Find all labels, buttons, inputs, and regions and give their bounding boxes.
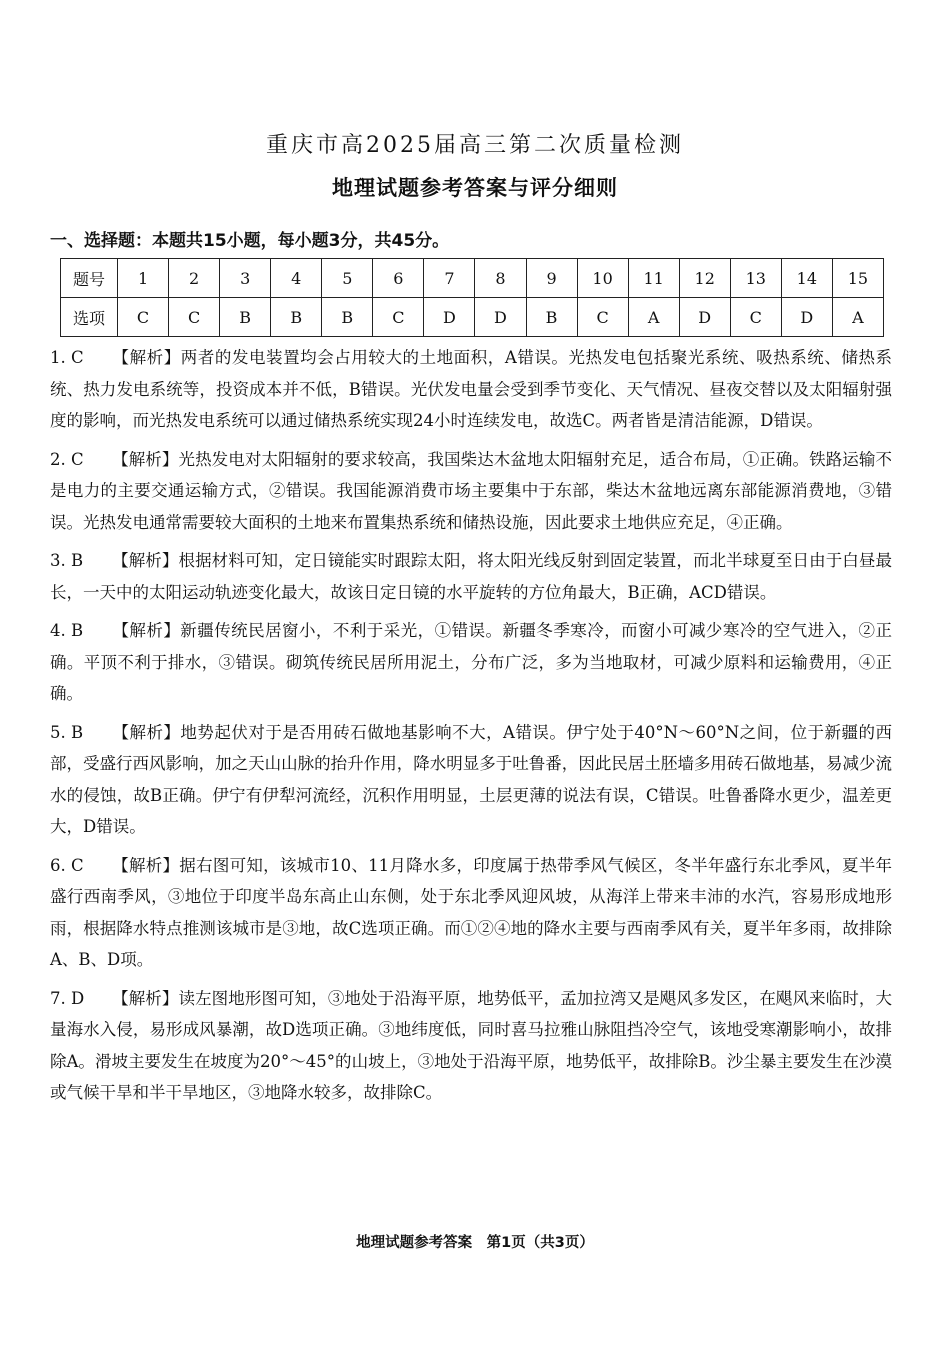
- explanation-text: 【解析】新疆传统民居窗小，不利于采光，①错误。新疆冬季寒冷，而窗小可减少寒冷的空气进入，②正确。平顶不利于排水，③错误。砌筑传统民居所用泥土，分布广泛，多为当地取材，可减少原料和运输费用，④正确。: [50, 621, 892, 703]
- question-number-cell: 14: [781, 259, 832, 298]
- answer-cell: A: [628, 298, 679, 337]
- answer-cell: B: [526, 298, 577, 337]
- explanation-number: 4. B: [50, 621, 84, 640]
- explanation-number: 6. C: [50, 855, 84, 875]
- question-number-cell: 5: [322, 259, 373, 298]
- explanation-item: [50, 850, 892, 976]
- question-number-cell: 2: [169, 259, 220, 298]
- row-label-numbers: 题号: [61, 259, 118, 298]
- question-number-cell: 4: [271, 259, 322, 298]
- answer-cell: C: [169, 298, 220, 337]
- page-footer: 地理试题参考答案 第1页（共3页）: [356, 1235, 594, 1251]
- question-number-cell: 11: [628, 259, 679, 298]
- question-number-cell: 6: [373, 259, 424, 298]
- answer-table: [60, 258, 884, 337]
- explanation-item: [50, 545, 892, 608]
- question-number-cell: 3: [220, 259, 271, 298]
- answer-cell: A: [832, 298, 883, 337]
- document-title: 重庆市高2025届高三第二次质量检测: [266, 133, 684, 158]
- question-number-cell: 12: [679, 259, 730, 298]
- explanation-item: [50, 342, 892, 437]
- answer-cell: D: [475, 298, 526, 337]
- answer-cell: C: [118, 298, 169, 337]
- explanation-number: 3. B: [50, 551, 84, 570]
- answer-table-option-row: [61, 298, 884, 337]
- explanation-text: 【解析】读左图地形图可知，③地处于沿海平原，地势低平，孟加拉湾又是飓风多发区，在飓风来临时，大量海水入侵，易形成风暴潮，故D选项正确。③地纬度低，同时喜马拉雅山脉阻挡冷空气，该地受寒潮影响小，故排除A。滑坡主要发生在坡度为20°～45°的山坡上，③地处于沿海平原，地势低平，故排除B。沙尘暴主要发生在沙漠或气候干旱和半干旱地区，③地降水较多，故排除C。: [50, 988, 892, 1102]
- explanation-text: 【解析】光热发电对太阳辐射的要求较高，我国柴达木盆地太阳辐射充足，适合布局，①正确。铁路运输不是电力的主要交通运输方式，②错误。我国能源消费市场主要集中于东部，柴达木盆地远离东部能源消费地，③错误。光热发电通常需要较大面积的土地来布置集热系统和储热设施，因此要求土地供应充足，④正确。: [50, 449, 892, 532]
- explanation-number: 7. D: [50, 988, 85, 1008]
- explanation-item: [50, 444, 892, 539]
- explanation-number: 2. C: [50, 449, 84, 469]
- answer-cell: C: [730, 298, 781, 337]
- question-number-cell: 9: [526, 259, 577, 298]
- question-number-cell: 10: [577, 259, 628, 298]
- answer-cell: D: [679, 298, 730, 337]
- answer-cell: B: [271, 298, 322, 337]
- question-number-cell: 15: [832, 259, 883, 298]
- question-number-cell: 1: [118, 259, 169, 298]
- explanation-text: 【解析】两者的发电装置均会占用较大的土地面积，A错误。光热发电包括聚光系统、吸热系统、储热系统、热力发电系统等，投资成本并不低，B错误。光伏发电量会受到季节变化、天气情况、昼夜交替以及太阳辐射强度的影响，而光热发电系统可以通过储热系统实现24小时连续发电，故选C。两者皆是清洁能源，D错误。: [50, 348, 892, 430]
- explanation-text: 【解析】根据材料可知，定日镜能实时跟踪太阳，将太阳光线反射到固定装置，而北半球夏至日由于白昼最长，一天中的太阳运动轨迹变化最大，故该日定日镜的水平旋转的方位角最大，B正确，ACD错误。: [50, 551, 892, 602]
- row-label-options: 选项: [61, 298, 118, 337]
- question-number-cell: 7: [424, 259, 475, 298]
- answer-cell: D: [781, 298, 832, 337]
- explanation-list: [50, 342, 892, 1116]
- explanation-text: 【解析】据右图可知，该城市10、11月降水多，印度属于热带季风气候区，冬半年盛行东北季风，夏半年盛行西南季风，③地位于印度半岛东高止山东侧，处于东北季风迎风坡，从海洋上带来丰沛的水汽，容易形成地形雨，根据降水特点推测该城市是③地，故C选项正确。而①②④地的降水主要与西南季风有关，夏半年多雨，故排除A、B、D项。: [50, 855, 892, 969]
- explanation-item: [50, 615, 892, 710]
- document-subtitle: 地理试题参考答案与评分细则: [332, 176, 618, 200]
- answer-cell: C: [577, 298, 628, 337]
- explanation-text: 【解析】地势起伏对于是否用砖石做地基影响不大，A错误。伊宁处于40°N～60°N之间，位于新疆的西部，受盛行西风影响，加之天山山脉的抬升作用，降水明显多于吐鲁番，因此民居土胚墙多用砖石做地基，易减少流水的侵蚀，故B正确。伊宁有伊犁河流经，沉积作用明显，土层更薄的说法有误，C错误。吐鲁番降水更少，温差更大，D错误。: [50, 722, 892, 836]
- explanation-number: 1. C: [50, 348, 84, 367]
- answer-cell: C: [373, 298, 424, 337]
- explanation-item: [50, 717, 892, 843]
- explanation-item: [50, 983, 892, 1109]
- answer-cell: D: [424, 298, 475, 337]
- question-number-cell: 8: [475, 259, 526, 298]
- answer-cell: B: [322, 298, 373, 337]
- answer-table-number-row: [61, 259, 884, 298]
- question-number-cell: 13: [730, 259, 781, 298]
- section-heading: 一、选择题：本题共15小题，每小题3分，共45分。: [50, 231, 450, 251]
- explanation-number: 5. B: [50, 722, 84, 742]
- answer-cell: B: [220, 298, 271, 337]
